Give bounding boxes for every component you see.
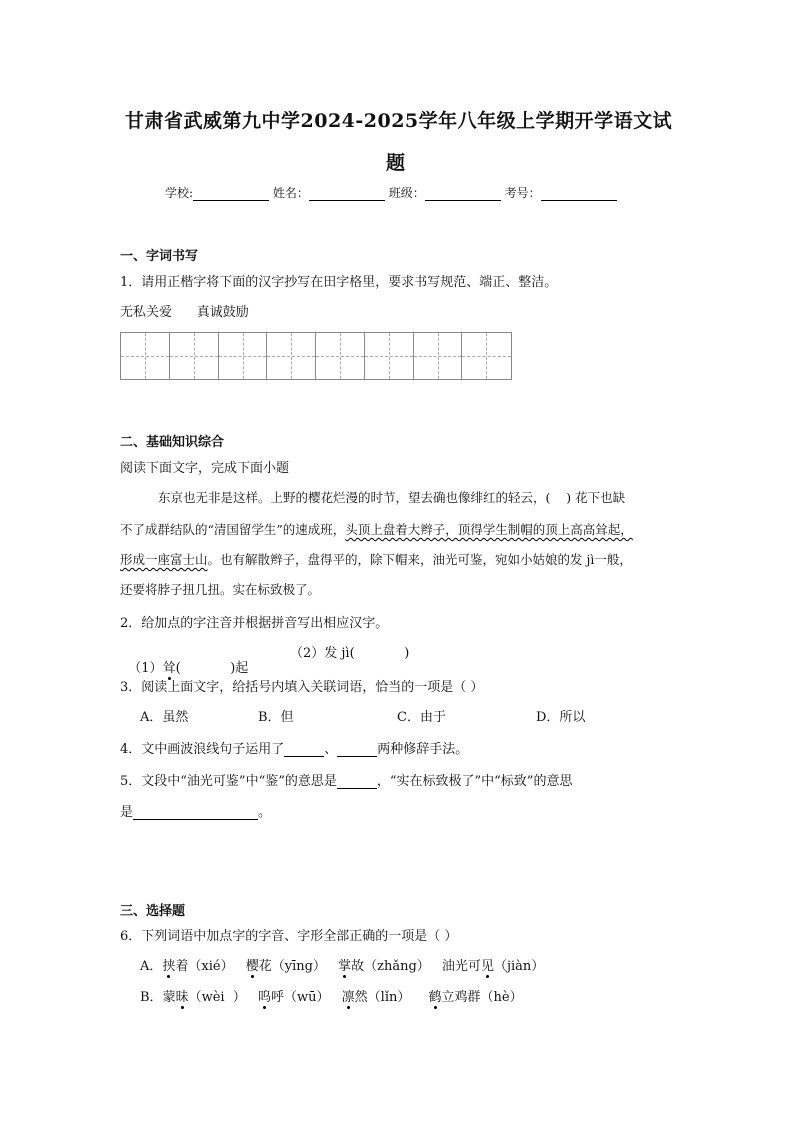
section-heading-3: 三、选择题 — [120, 904, 186, 919]
part-1-label: （1） — [128, 661, 163, 676]
question-2-part-2[interactable]: （2）发 jì( ) — [290, 646, 410, 661]
word-rest: （jiàn） — [493, 959, 545, 974]
word-rest: 花（yīng） — [258, 959, 326, 974]
question-6-option-b[interactable] — [140, 986, 523, 1005]
copy-words: 无私关爱 真诚鼓励 — [120, 305, 249, 320]
word-rest: 呼（wū） — [271, 990, 330, 1005]
section-heading-2: 二、基础知识综合 — [120, 435, 225, 450]
question-5-line-1 — [120, 770, 572, 789]
option-b[interactable]: B．但 — [258, 710, 294, 725]
class-label: 班级： — [388, 186, 425, 200]
passage-line-3-plain: 。也有解散辫子，盘得平的，除下帽来，油光可鉴，宛如小姑娘的发 jì一般， — [207, 552, 632, 567]
question-5-line2-pre: 是 — [120, 805, 134, 820]
dotted-char: 鹤 — [429, 986, 442, 1005]
class-blank[interactable] — [425, 187, 501, 201]
question-3-text: 3．阅读上面文字，给括号内填入关联词语，恰当的一项是（ ） — [120, 680, 484, 695]
dotted-char: 耸 — [163, 657, 176, 676]
school-blank[interactable] — [193, 187, 269, 201]
question-4-post: 两种修辞手法。 — [377, 742, 469, 757]
exam-no-label: 考号： — [504, 186, 541, 200]
question-6-option-a[interactable] — [140, 955, 544, 974]
word-rest: 着（xié） — [175, 959, 234, 974]
question-5-line-2 — [120, 801, 271, 820]
passage-line-1: 东京也无非是这样。上野的樱花烂漫的时节，望去确也像绯红的轻云，( ) 花下也缺 — [158, 490, 626, 505]
grid-cell[interactable] — [219, 333, 268, 379]
option-c[interactable]: C．由于 — [397, 710, 446, 725]
dotted-char: 见 — [481, 955, 494, 974]
question-2-text: 2．给加点的字注音并根据拼音写出相应汉字。 — [120, 616, 389, 631]
school-label: 学校: — [165, 186, 194, 200]
wavy-underlined-sentence-end: 形成一座富士山 — [120, 552, 208, 567]
name-label: 姓名： — [272, 186, 309, 200]
name-blank[interactable] — [309, 187, 385, 201]
word-rest: 然（lǐn） — [354, 990, 411, 1005]
exam-no-blank[interactable] — [541, 187, 617, 201]
answer-blank[interactable] — [337, 743, 377, 757]
dotted-char: 掌 — [338, 955, 351, 974]
section-heading-1: 一、字词书写 — [120, 249, 199, 264]
question-5-line2-post: 。 — [258, 805, 272, 820]
dotted-char: 昧 — [176, 986, 189, 1005]
grid-cell[interactable] — [316, 333, 365, 379]
grid-cell[interactable] — [170, 333, 219, 379]
option-a[interactable]: A．虽然 — [140, 710, 189, 725]
grid-cell[interactable] — [365, 333, 414, 379]
question-4-sep: 、 — [324, 742, 338, 757]
word-rest: （wèi ） — [188, 990, 246, 1005]
answer-blank[interactable] — [284, 743, 324, 757]
word-pre: 蒙 — [162, 990, 176, 1005]
dotted-char: 樱 — [246, 955, 259, 974]
grid-cell[interactable] — [121, 333, 170, 379]
student-info-row — [165, 184, 617, 201]
passage-line-2 — [120, 520, 633, 538]
word-pre: 油光可 — [441, 959, 481, 974]
grid-cell[interactable] — [462, 333, 511, 379]
option-label: A． — [140, 959, 163, 974]
passage-line-4: 还要将脖子扭几扭。实在标致极了。 — [120, 582, 321, 597]
dotted-char: 呜 — [258, 986, 271, 1005]
grid-cell[interactable] — [267, 333, 316, 379]
exam-title-line2: 题 — [386, 152, 406, 174]
option-d[interactable]: D．所以 — [536, 710, 586, 725]
answer-blank[interactable] — [337, 775, 377, 789]
question-2-part-1 — [120, 642, 248, 676]
question-6-text: 6．下列词语中加点字的字音、字形全部正确的一项是（ ） — [120, 929, 458, 944]
reading-intro: 阅读下面文字，完成下面小题 — [120, 461, 290, 476]
wavy-underlined-sentence: 头顶上盘着大辫子，顶得学生制帽的顶上高高耸起， — [345, 522, 633, 537]
passage-line-2-plain: 不了成群结队的“清国留学生”的速成班， — [120, 522, 346, 537]
dotted-char: 挟 — [162, 955, 175, 974]
part-1-blank[interactable]: ( )起 — [175, 661, 249, 676]
question-1-text: 1．请用正楷字将下面的汉字抄写在田字格里，要求书写规范、端正、整洁。 — [120, 275, 558, 290]
word-rest: 立鸡群（hè） — [441, 990, 523, 1005]
dotted-char: 凛 — [342, 986, 355, 1005]
option-label: B． — [140, 990, 163, 1005]
question-5-post: ，“实在标致极了”中“标致”的意思 — [376, 774, 573, 789]
question-4-pre: 4．文中画波浪线句子运用了 — [120, 742, 285, 757]
answer-blank[interactable] — [133, 806, 258, 820]
passage-line-3 — [120, 550, 632, 568]
exam-title-line1: 甘肃省武威第九中学2024-2025学年八年级上学期开学语文试 — [125, 110, 673, 132]
question-4 — [120, 738, 468, 757]
question-5-pre: 5．文段中“油光可鉴”中“鉴”的意思是 — [120, 774, 337, 789]
tianzige-grid[interactable] — [120, 332, 512, 380]
word-rest: 故（zhǎng） — [351, 959, 430, 974]
grid-cell[interactable] — [414, 333, 463, 379]
